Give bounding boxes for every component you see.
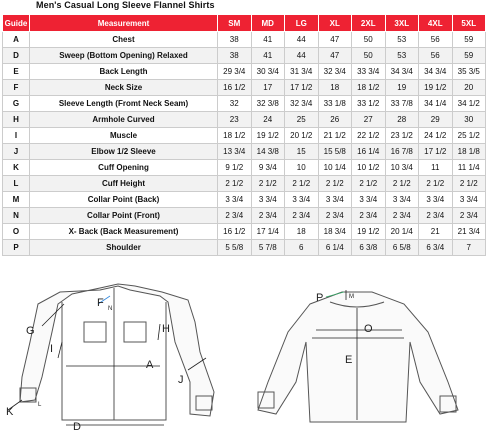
value-cell: 32 3/8 xyxy=(251,96,285,112)
value-cell: 2 1/2 xyxy=(218,176,252,192)
header-4xl: 4XL xyxy=(419,15,453,32)
table-row xyxy=(3,32,486,48)
value-cell: 18 1/8 xyxy=(452,144,486,160)
guide-cell: P xyxy=(3,240,30,256)
table-row xyxy=(3,48,486,64)
value-cell: 2 3/4 xyxy=(452,208,486,224)
value-cell: 3 3/4 xyxy=(452,192,486,208)
value-cell: 14 3/8 xyxy=(251,144,285,160)
value-cell: 13 3/4 xyxy=(218,144,252,160)
label-m: M xyxy=(349,294,354,300)
value-cell: 26 xyxy=(318,112,352,128)
value-cell: 5 5/8 xyxy=(218,240,252,256)
header-2xl: 2XL xyxy=(352,15,386,32)
value-cell: 6 xyxy=(285,240,319,256)
value-cell: 6 1/4 xyxy=(318,240,352,256)
label-o: O xyxy=(364,323,373,335)
value-cell: 19 1/2 xyxy=(419,80,453,96)
value-cell: 2 3/4 xyxy=(251,208,285,224)
table-row xyxy=(3,80,486,96)
measurement-cell: X- Back (Back Measurement) xyxy=(30,224,218,240)
table-row xyxy=(3,176,486,192)
label-e: E xyxy=(345,354,353,366)
value-cell: 3 3/4 xyxy=(251,192,285,208)
value-cell: 24 xyxy=(251,112,285,128)
label-i: I xyxy=(50,343,54,355)
value-cell: 33 1/8 xyxy=(318,96,352,112)
value-cell: 19 1/2 xyxy=(251,128,285,144)
value-cell: 44 xyxy=(285,32,319,48)
value-cell: 16 1/2 xyxy=(218,80,252,96)
value-cell: 9 1/2 xyxy=(218,160,252,176)
value-cell: 50 xyxy=(352,48,386,64)
guide-cell: D xyxy=(3,48,30,64)
value-cell: 44 xyxy=(285,48,319,64)
table-row xyxy=(3,112,486,128)
value-cell: 10 3/4 xyxy=(385,160,419,176)
table-row xyxy=(3,64,486,80)
value-cell: 20 1/2 xyxy=(285,128,319,144)
value-cell: 22 1/2 xyxy=(352,128,386,144)
measurement-cell: Armhole Curved xyxy=(30,112,218,128)
measurement-cell: Neck Size xyxy=(30,80,218,96)
size-chart-body xyxy=(3,32,486,256)
label-k: K xyxy=(6,406,14,418)
value-cell: 33 1/2 xyxy=(352,96,386,112)
value-cell: 28 xyxy=(385,112,419,128)
value-cell: 23 1/2 xyxy=(385,128,419,144)
guide-cell: J xyxy=(3,144,30,160)
value-cell: 41 xyxy=(251,48,285,64)
guide-cell: O xyxy=(3,224,30,240)
value-cell: 17 1/4 xyxy=(251,224,285,240)
guide-cell: H xyxy=(3,112,30,128)
value-cell: 25 xyxy=(285,112,319,128)
guide-cell: G xyxy=(3,96,30,112)
value-cell: 18 1/2 xyxy=(352,80,386,96)
value-cell: 15 xyxy=(285,144,319,160)
back-shirt-illustration xyxy=(258,292,458,422)
table-row xyxy=(3,224,486,240)
value-cell: 30 xyxy=(452,112,486,128)
value-cell: 23 xyxy=(218,112,252,128)
value-cell: 21 xyxy=(419,224,453,240)
value-cell: 53 xyxy=(385,48,419,64)
value-cell: 27 xyxy=(352,112,386,128)
header-5xl: 5XL xyxy=(452,15,486,32)
value-cell: 10 1/4 xyxy=(318,160,352,176)
size-chart-header xyxy=(3,15,486,32)
value-cell: 34 3/4 xyxy=(419,64,453,80)
value-cell: 33 3/4 xyxy=(352,64,386,80)
value-cell: 3 3/4 xyxy=(419,192,453,208)
measurement-cell: Chest xyxy=(30,32,218,48)
measurement-cell: Back Length xyxy=(30,64,218,80)
value-cell: 21 1/2 xyxy=(318,128,352,144)
value-cell: 2 3/4 xyxy=(218,208,252,224)
header-lg: LG xyxy=(285,15,319,32)
value-cell: 19 1/2 xyxy=(352,224,386,240)
value-cell: 30 3/4 xyxy=(251,64,285,80)
value-cell: 24 1/2 xyxy=(419,128,453,144)
measurement-cell: Muscle xyxy=(30,128,218,144)
measurement-cell: Sleeve Length (Fromt Neck Seam) xyxy=(30,96,218,112)
label-a: A xyxy=(146,359,154,371)
label-p: P xyxy=(316,292,324,304)
value-cell: 3 3/4 xyxy=(285,192,319,208)
header-measurement: Measurement xyxy=(30,15,218,32)
guide-cell: M xyxy=(3,192,30,208)
value-cell: 2 3/4 xyxy=(385,208,419,224)
label-d: D xyxy=(73,421,81,433)
value-cell: 20 1/4 xyxy=(385,224,419,240)
measurement-cell: Shoulder xyxy=(30,240,218,256)
value-cell: 29 3/4 xyxy=(218,64,252,80)
guide-cell: N xyxy=(3,208,30,224)
value-cell: 2 1/2 xyxy=(251,176,285,192)
value-cell: 18 1/2 xyxy=(218,128,252,144)
value-cell: 17 1/2 xyxy=(285,80,319,96)
value-cell: 10 xyxy=(285,160,319,176)
value-cell: 38 xyxy=(218,48,252,64)
guide-cell: A xyxy=(3,32,30,48)
value-cell: 18 xyxy=(318,80,352,96)
value-cell: 3 3/4 xyxy=(318,192,352,208)
header-sm: SM xyxy=(218,15,252,32)
value-cell: 6 5/8 xyxy=(385,240,419,256)
value-cell: 2 1/2 xyxy=(385,176,419,192)
value-cell: 11 xyxy=(419,160,453,176)
measurement-cell: Collar Point (Back) xyxy=(30,192,218,208)
value-cell: 16 1/2 xyxy=(218,224,252,240)
value-cell: 47 xyxy=(318,32,352,48)
label-f: F xyxy=(97,297,104,309)
value-cell: 15 5/8 xyxy=(318,144,352,160)
label-j: J xyxy=(178,374,184,386)
value-cell: 31 3/4 xyxy=(285,64,319,80)
label-n: N xyxy=(108,306,113,312)
measurement-cell: Sweep (Bottom Opening) Relaxed xyxy=(30,48,218,64)
value-cell: 20 xyxy=(452,80,486,96)
table-row xyxy=(3,192,486,208)
value-cell: 2 3/4 xyxy=(352,208,386,224)
value-cell: 16 1/4 xyxy=(352,144,386,160)
label-h: H xyxy=(162,323,170,335)
guide-cell: E xyxy=(3,64,30,80)
value-cell: 25 1/2 xyxy=(452,128,486,144)
value-cell: 5 7/8 xyxy=(251,240,285,256)
header-xl: XL xyxy=(318,15,352,32)
value-cell: 2 1/2 xyxy=(285,176,319,192)
value-cell: 3 3/4 xyxy=(218,192,252,208)
value-cell: 50 xyxy=(352,32,386,48)
value-cell: 35 3/5 xyxy=(452,64,486,80)
value-cell: 6 3/4 xyxy=(419,240,453,256)
value-cell: 34 1/4 xyxy=(419,96,453,112)
value-cell: 19 xyxy=(385,80,419,96)
measurement-cell: Collar Point (Front) xyxy=(30,208,218,224)
table-row xyxy=(3,240,486,256)
table-row xyxy=(3,144,486,160)
measurement-cell: Cuff Height xyxy=(30,176,218,192)
guide-cell: F xyxy=(3,80,30,96)
value-cell: 2 3/4 xyxy=(419,208,453,224)
value-cell: 10 1/2 xyxy=(352,160,386,176)
label-l: L xyxy=(38,402,42,408)
value-cell: 18 xyxy=(285,224,319,240)
value-cell: 6 3/8 xyxy=(352,240,386,256)
value-cell: 17 xyxy=(251,80,285,96)
value-cell: 29 xyxy=(419,112,453,128)
value-cell: 2 1/2 xyxy=(452,176,486,192)
table-row xyxy=(3,128,486,144)
value-cell: 2 3/4 xyxy=(285,208,319,224)
measurement-cell: Cuff Opening xyxy=(30,160,218,176)
value-cell: 3 3/4 xyxy=(385,192,419,208)
value-cell: 7 xyxy=(452,240,486,256)
label-g: G xyxy=(26,325,35,337)
header-guide: Guide xyxy=(3,15,30,32)
value-cell: 32 3/4 xyxy=(318,64,352,80)
header-md: MD xyxy=(251,15,285,32)
value-cell: 59 xyxy=(452,32,486,48)
value-cell: 9 3/4 xyxy=(251,160,285,176)
value-cell: 11 1/4 xyxy=(452,160,486,176)
value-cell: 41 xyxy=(251,32,285,48)
guide-cell: L xyxy=(3,176,30,192)
header-3xl: 3XL xyxy=(385,15,419,32)
value-cell: 33 7/8 xyxy=(385,96,419,112)
value-cell: 16 7/8 xyxy=(385,144,419,160)
page-title: Men's Casual Long Sleeve Flannel Shirts xyxy=(36,0,215,10)
value-cell: 34 3/4 xyxy=(385,64,419,80)
measurement-cell: Elbow 1/2 Sleeve xyxy=(30,144,218,160)
value-cell: 53 xyxy=(385,32,419,48)
guide-cell: K xyxy=(3,160,30,176)
value-cell: 2 1/2 xyxy=(352,176,386,192)
value-cell: 32 3/4 xyxy=(285,96,319,112)
guide-cell: I xyxy=(3,128,30,144)
table-row xyxy=(3,208,486,224)
size-chart-table xyxy=(2,14,486,256)
value-cell: 38 xyxy=(218,32,252,48)
value-cell: 56 xyxy=(419,32,453,48)
value-cell: 59 xyxy=(452,48,486,64)
table-row xyxy=(3,160,486,176)
value-cell: 21 3/4 xyxy=(452,224,486,240)
value-cell: 18 3/4 xyxy=(318,224,352,240)
value-cell: 47 xyxy=(318,48,352,64)
value-cell: 34 1/2 xyxy=(452,96,486,112)
table-row xyxy=(3,96,486,112)
value-cell: 2 1/2 xyxy=(318,176,352,192)
shirt-diagram xyxy=(0,282,488,433)
value-cell: 3 3/4 xyxy=(352,192,386,208)
value-cell: 2 1/2 xyxy=(419,176,453,192)
value-cell: 56 xyxy=(419,48,453,64)
value-cell: 17 1/2 xyxy=(419,144,453,160)
value-cell: 2 3/4 xyxy=(318,208,352,224)
value-cell: 32 xyxy=(218,96,252,112)
